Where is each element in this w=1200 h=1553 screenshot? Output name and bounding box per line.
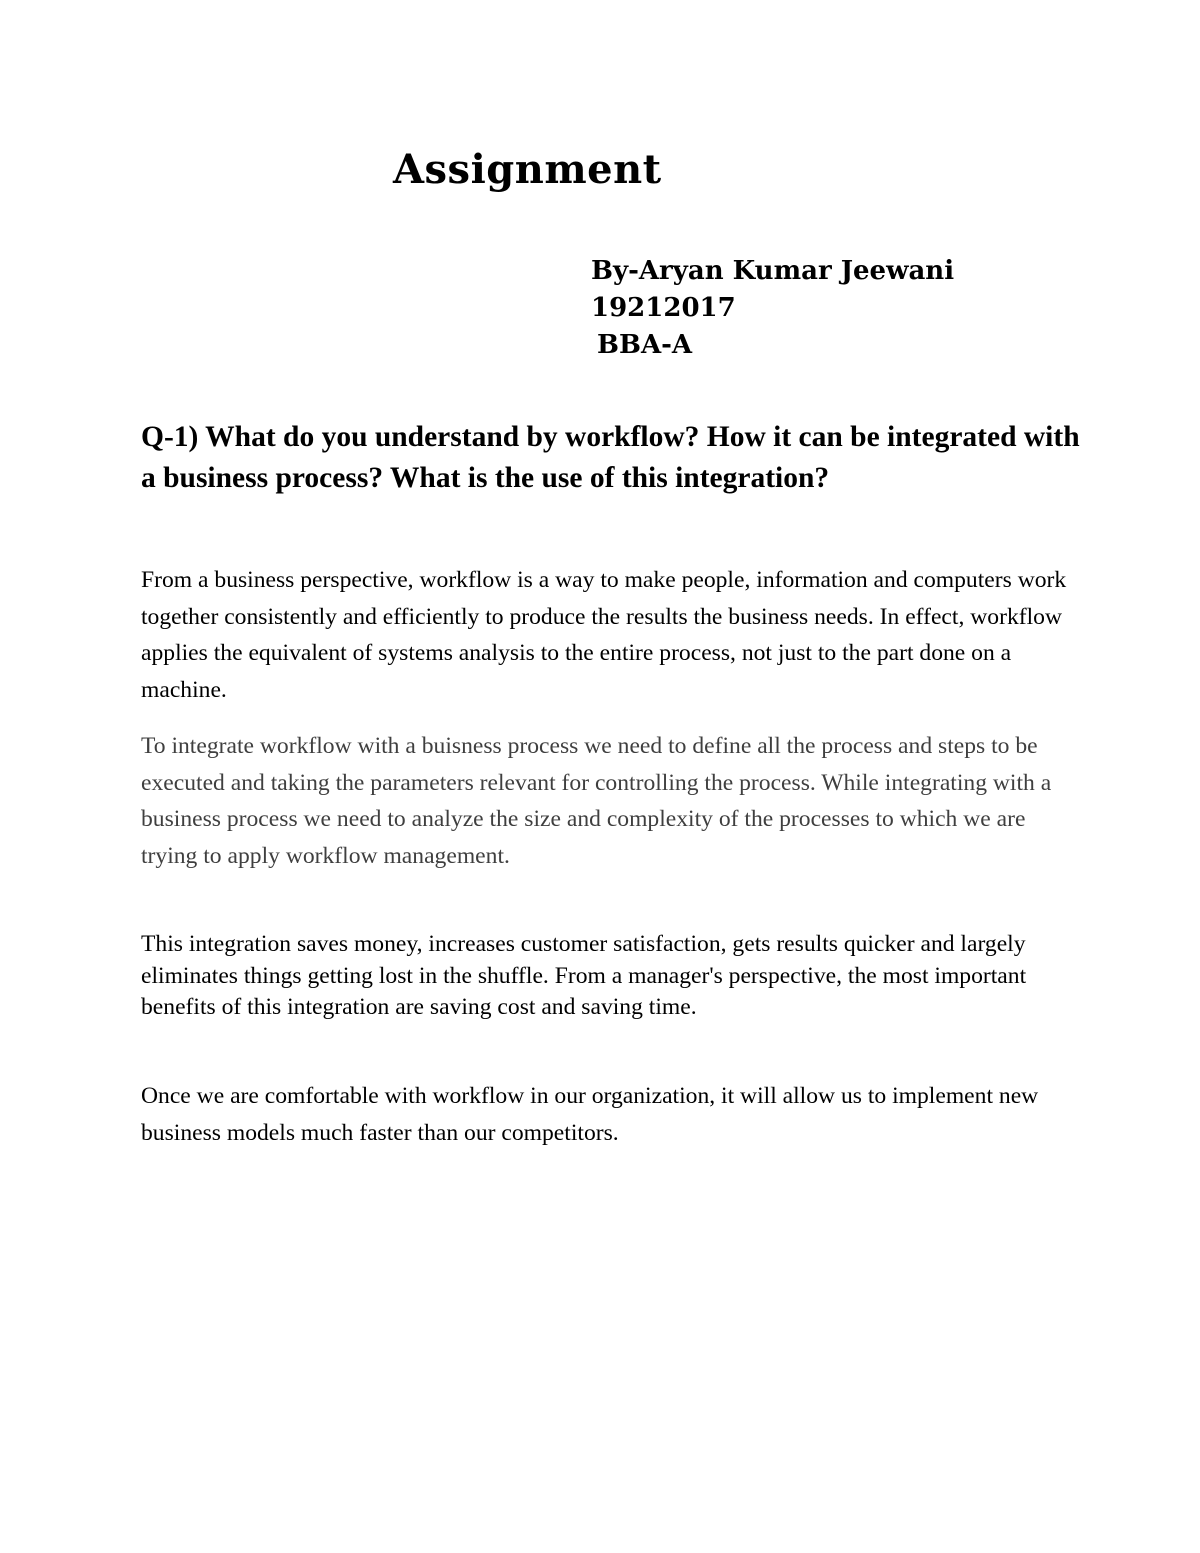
answer-paragraph-2: To integrate workflow with a buisness process we need to define all the process and steps to be executed and taking the parameters relevant for controlling the process. While integrating with a business process we need to analyze the size and complexity of the processes to which we are trying to apply workflow management. [141,733,1052,869]
class-section: BBA-A [597,330,693,360]
document-title: Assignment [393,146,662,193]
answer-paragraph-1: From a business perspective, workflow is a way to make people, information and computers work together consistently and efficiently to produce the results the business needs. In effect, workflow applies the equivalent of systems analysis to the entire process, not just to the part done on a machine. [141,567,1067,703]
answer-paragraph-4: Once we are comfortable with workflow in our organization, it will allow us to implement new business models much faster than our competitors. [141,1083,1039,1146]
author-name: By-Aryan Kumar Jeewani [591,256,955,286]
answer-paragraph-3: This integration saves money, increases customer satisfaction, gets results quicker and largely eliminates things getting lost in the shuffle. From a manager's perspective, the most important benefits of this integration are saving cost and saving time. [141,931,1027,1020]
author-block [591,253,954,364]
question-heading: Q-1) What do you understand by workflow? How it can be integrated with a business process? What is the use of this integration? [141,421,1080,494]
roll-number: 19212017 [591,293,736,323]
